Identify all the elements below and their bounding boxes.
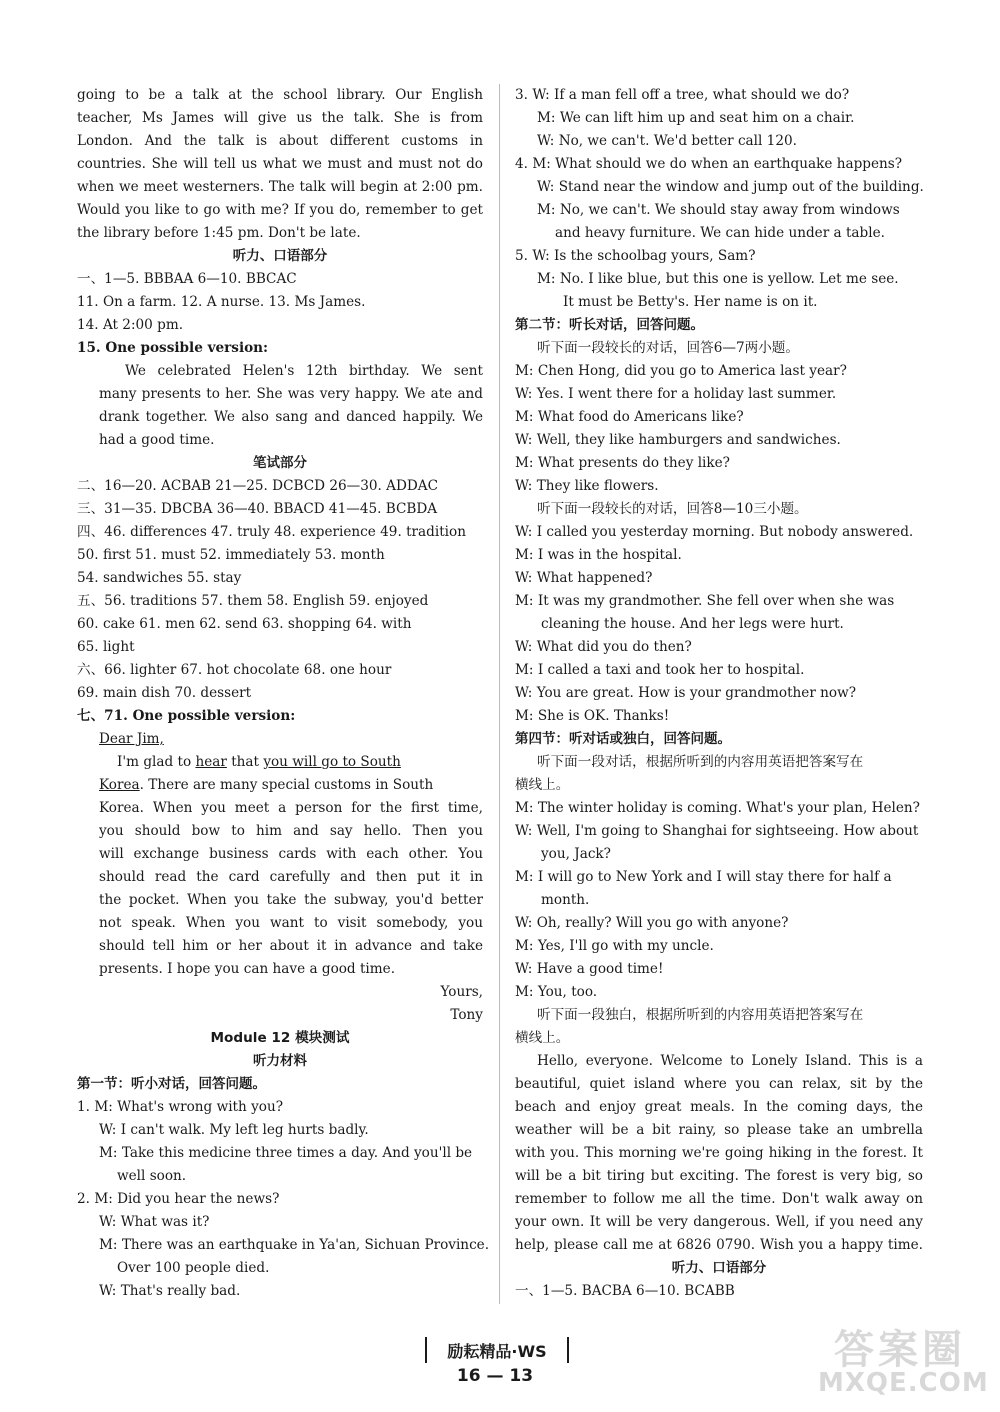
letter-line: Korea. When you meet a person for the first time, <box>99 800 483 816</box>
answer-line: 一、1—5. BACBA 6—10. BCABB <box>515 1283 735 1299</box>
answer-line: 69. main dish 70. dessert <box>77 685 252 701</box>
speaker: M: <box>515 363 534 379</box>
speaker: W: <box>537 179 555 195</box>
letter-text: I'm glad to <box>117 754 196 770</box>
item-number: 1. <box>77 1099 90 1115</box>
dialogue-line <box>515 383 923 406</box>
utterance: Yes. I went there for a holiday last summer. <box>536 386 837 402</box>
speaker: M: <box>99 1237 118 1253</box>
dialogue-line <box>515 521 923 544</box>
item-number: 3. <box>515 87 528 103</box>
utterance: No. I like blue, but this one is yellow. Let me see. <box>559 271 899 287</box>
utterance: What was it? <box>120 1214 210 1230</box>
answer-label: 15. One possible version: <box>77 340 269 356</box>
answer-line: 65. light <box>77 639 135 655</box>
utterance: No, we can't. We'd better call 120. <box>558 133 797 149</box>
watermark <box>810 1318 990 1400</box>
answer-line: 11. On a farm. 12. A nurse. 13. Ms James. <box>77 294 366 310</box>
column-divider <box>499 84 500 1304</box>
section-intro: 听下面一段较长的对话，回答8—10三小题。 <box>537 501 808 517</box>
section-title: 听力、口语部分 <box>671 1260 767 1276</box>
dialogue-cont: and heavy furniture. We can hide under a table. <box>555 225 885 241</box>
speaker: W: <box>515 432 533 448</box>
speaker: W: <box>515 570 533 586</box>
text-line: the library before 1:45 pm. Don't be late. <box>77 225 361 241</box>
answer-line: 六、66. lighter 67. hot chocolate 68. one hour <box>77 662 392 678</box>
letter-line <box>77 774 483 797</box>
dialogue-line <box>515 567 923 590</box>
speaker: M: <box>515 800 534 816</box>
letter-line: should tell him or her about it in advance and take <box>99 938 483 954</box>
answer-text: We celebrated Helen's 12th birthday. We sent <box>125 363 483 379</box>
speaker: M: <box>515 409 534 425</box>
section-intro: 听下面一段较长的对话，回答6—7两小题。 <box>537 340 799 356</box>
section-heading: 第一节：听小对话，回答问题。 <box>77 1076 266 1092</box>
letter-line: should read the card carefully and then put it in <box>99 869 483 885</box>
watermark-url: MXQE.COM <box>818 1368 989 1398</box>
monologue-line: weather will be a bit rainy, so please take an umbrella <box>515 1122 923 1138</box>
dialogue-line <box>515 245 923 268</box>
answer-line: 三、31—35. DBCBA 36—40. BBACD 41—45. BCBDA <box>77 501 438 517</box>
answer-line: 14. At 2:00 pm. <box>77 317 184 333</box>
utterance: There was an earthquake in Ya'an, Sichuan Province. <box>121 1237 490 1253</box>
dialogue-line <box>77 1188 483 1211</box>
dialogue-line <box>515 636 923 659</box>
letter-line: presents. I hope you can have a good time. <box>99 961 396 977</box>
dialogue-line <box>77 1142 483 1165</box>
speaker: M: <box>99 1145 118 1161</box>
monologue-line: Hello, everyone. Welcome to Lonely Island. This is a <box>537 1053 923 1069</box>
letter-text: that <box>226 754 264 770</box>
section-intro: 听下面一段对话，根据所听到的内容用英语把答案写在 <box>537 754 864 770</box>
dialogue-line <box>515 107 923 130</box>
utterance: Oh, really? Will you go with anyone? <box>536 915 789 931</box>
utterance: Stand near the window and jump out of the building. <box>558 179 924 195</box>
utterance: Take this medicine three times a day. And you'll be <box>121 1145 473 1161</box>
utterance: What food do Americans like? <box>537 409 744 425</box>
speaker: W: <box>99 1214 117 1230</box>
section-intro: 横线上。 <box>515 777 570 793</box>
answer-line: 54. sandwiches 55. stay <box>77 570 242 586</box>
utterance: I will go to New York and I will stay there for half a <box>537 869 892 885</box>
text-line: when we meet westerners. The talk will begin at 2:00 pm. <box>77 179 483 195</box>
section-title: 笔试部分 <box>253 455 307 471</box>
section-intro: 横线上。 <box>515 1030 570 1046</box>
utterance: Well, they like hamburgers and sandwiches. <box>536 432 841 448</box>
utterance: I called a taxi and took her to hospital. <box>537 662 805 678</box>
brand-logo: 励耘精品·WS <box>425 1337 569 1363</box>
dialogue-line <box>515 268 923 291</box>
dialogue-line <box>515 130 923 153</box>
letter-text: . There are many special customs in South <box>139 777 434 793</box>
dialogue-line <box>77 1211 483 1234</box>
answer-label: 七、71. One possible version: <box>77 708 296 724</box>
text-line: countries. She will tell us what we must and must not do <box>77 156 483 172</box>
dialogue-line <box>515 935 923 958</box>
dialogue-line <box>515 912 923 935</box>
utterance: No, we can't. We should stay away from windows <box>559 202 900 218</box>
section-title: 听力、口语部分 <box>232 248 328 264</box>
utterance: I was in the hospital. <box>537 547 682 563</box>
utterance: Yes, I'll go with my uncle. <box>537 938 714 954</box>
letter-line: you should bow to him and say hello. Then you <box>99 823 483 839</box>
speaker: M: <box>537 202 556 218</box>
dialogue-line <box>77 1280 483 1303</box>
dialogue-line <box>515 820 923 843</box>
text-line: teacher, Ms James will give us the talk. She is from <box>77 110 483 126</box>
dialogue-line <box>515 176 923 199</box>
speaker: W: <box>515 524 533 540</box>
utterance: We can lift him up and seat him on a chair. <box>559 110 855 126</box>
underlined-phrase: you will go to South <box>263 754 401 770</box>
utterance: The winter holiday is coming. What's your plan, Helen? <box>537 800 920 816</box>
answer-line: 60. cake 61. men 62. send 63. shopping 64. with <box>77 616 412 632</box>
utterance: What should we do when an earthquake happens? <box>555 156 903 172</box>
dialogue-line <box>515 981 923 1004</box>
speaker: M: <box>532 156 551 172</box>
utterance: Have a good time! <box>536 961 664 977</box>
utterance: Chen Hong, did you go to America last year? <box>537 363 847 379</box>
dialogue-line <box>515 406 923 429</box>
speaker: W: <box>532 87 550 103</box>
speaker: W: <box>515 386 533 402</box>
speaker: M: <box>515 547 534 563</box>
dialogue-cont: month. <box>541 892 590 908</box>
utterance: That's really bad. <box>120 1283 241 1299</box>
utterance: Did you hear the news? <box>117 1191 280 1207</box>
item-number: 2. <box>77 1191 90 1207</box>
utterance: She is OK. Thanks! <box>537 708 670 724</box>
utterance: If a man fell off a tree, what should we do? <box>554 87 850 103</box>
speaker: M: <box>515 593 534 609</box>
dialogue-line <box>515 84 923 107</box>
speaker: M: <box>94 1099 113 1115</box>
dialogue-line <box>515 659 923 682</box>
monologue-line: will be a bit tiring but exciting. The forest is very big, so <box>515 1168 923 1184</box>
speaker: W: <box>515 478 533 494</box>
speaker: M: <box>515 662 534 678</box>
dialogue-line <box>515 475 923 498</box>
utterance: Well, I'm going to Shanghai for sightseeing. How about <box>536 823 919 839</box>
utterance: What's wrong with you? <box>117 1099 283 1115</box>
speaker: W: <box>515 961 533 977</box>
utterance: Is the schoolbag yours, Sam? <box>554 248 756 264</box>
text-line: going to be a talk at the school library. Our English <box>77 87 483 103</box>
dialogue-line <box>515 797 923 820</box>
speaker: W: <box>515 639 533 655</box>
dialogue-cont: It must be Betty's. Her name is on it. <box>563 294 818 310</box>
monologue-line: your own. It will be very dangerous. Well, if you need any <box>515 1214 923 1230</box>
letter-line: the pocket. When you take the subway, you'd better <box>99 892 483 908</box>
speaker: W: <box>515 685 533 701</box>
section-heading: 第四节：听对话或独白，回答问题。 <box>515 731 731 747</box>
answer-line: 四、46. differences 47. truly 48. experience 49. tradition <box>77 524 466 540</box>
speaker: M: <box>94 1191 113 1207</box>
utterance: What happened? <box>536 570 653 586</box>
utterance: You, too. <box>537 984 598 1000</box>
speaker: W: <box>99 1283 117 1299</box>
monologue-line: beautiful, quiet island where you can relax, sit by the <box>515 1076 923 1092</box>
answer-line: 二、16—20. ACBAB 21—25. DCBCD 26—30. ADDAC <box>77 478 439 494</box>
text-line: London. And the talk is about different customs in <box>77 133 483 149</box>
dialogue-line <box>515 199 923 222</box>
speaker: W: <box>99 1122 117 1138</box>
answer-line: 50. first 51. must 52. immediately 53. month <box>77 547 385 563</box>
utterance: I can't walk. My left leg hurts badly. <box>120 1122 369 1138</box>
dialogue-line <box>515 866 923 889</box>
monologue-line: remember to follow me all the time. Don't walk away on <box>515 1191 923 1207</box>
utterance: It was my grandmother. She fell over when she was <box>537 593 895 609</box>
monologue-line: beach and enjoy great meals. In the coming days, the <box>515 1099 923 1115</box>
dialogue-cont: well soon. <box>117 1168 187 1184</box>
utterance: What did you do then? <box>536 639 692 655</box>
answer-text: had a good time. <box>99 432 215 448</box>
letter-line: not speak. When you want to visit somebody, you <box>99 915 483 931</box>
speaker: M: <box>515 984 534 1000</box>
answer-line: 一、1—5. BBBAA 6—10. BBCAC <box>77 271 297 287</box>
dialogue-cont: cleaning the house. And her legs were hurt. <box>541 616 844 632</box>
speaker: W: <box>515 915 533 931</box>
dialogue-line <box>77 1234 490 1257</box>
section-title: 听力材料 <box>253 1053 307 1069</box>
dialogue-line <box>515 705 923 728</box>
speaker: M: <box>537 110 556 126</box>
dialogue-line <box>515 452 923 475</box>
utterance: They like flowers. <box>536 478 659 494</box>
text-line: Would you like to go with me? If you do, remember to get <box>77 202 483 218</box>
utterance: I called you yesterday morning. But nobody answered. <box>536 524 914 540</box>
monologue-line: help, please call me at 6826 0790. Wish you a happy time. <box>515 1237 923 1253</box>
left-column <box>77 84 490 1303</box>
answer-line: 五、56. traditions 57. them 58. English 59. enjoyed <box>77 593 429 609</box>
monologue-line: with you. This morning we're going hiking in the forest. It <box>515 1145 923 1161</box>
dialogue-line <box>77 1096 483 1119</box>
dialogue-line <box>515 360 923 383</box>
letter-line: will exchange business cards with each other. You <box>99 846 483 862</box>
section-intro: 听下面一段独白，根据所听到的内容用英语把答案写在 <box>537 1007 864 1023</box>
item-number: 4. <box>515 156 528 172</box>
watermark-text: 答案圈 <box>834 1327 966 1373</box>
speaker: M: <box>515 455 534 471</box>
speaker: W: <box>532 248 550 264</box>
letter-signature: Tony <box>450 1007 483 1023</box>
dialogue-line <box>515 682 923 705</box>
dialogue-cont: you, Jack? <box>541 846 611 862</box>
underlined-word: Korea <box>99 777 140 793</box>
speaker: M: <box>515 938 534 954</box>
dialogue-line <box>515 958 923 981</box>
underlined-word: hear <box>195 754 227 770</box>
answer-text: many presents to her. She was very happy. We ate and <box>99 386 483 402</box>
section-heading: 第二节：听长对话，回答问题。 <box>515 317 704 333</box>
answer-text: drank together. We also sang and danced happily. We <box>99 409 483 425</box>
dialogue-line <box>515 544 923 567</box>
letter-salutation: Dear Jim, <box>99 731 164 747</box>
speaker: M: <box>537 271 556 287</box>
item-number: 5. <box>515 248 528 264</box>
speaker: M: <box>515 869 534 885</box>
dialogue-line <box>515 429 923 452</box>
page-number: 16 — 13 <box>456 1366 534 1386</box>
letter-closing: Yours, <box>440 984 483 1000</box>
speaker: W: <box>537 133 555 149</box>
speaker: W: <box>515 823 533 839</box>
dialogue-line <box>77 1119 483 1142</box>
dialogue-cont: Over 100 people died. <box>117 1260 270 1276</box>
dialogue-line <box>515 590 923 613</box>
letter-line <box>77 751 483 774</box>
utterance: What presents do they like? <box>537 455 730 471</box>
dialogue-line <box>515 153 923 176</box>
right-column <box>515 84 923 1303</box>
speaker: M: <box>515 708 534 724</box>
module-title: Module 12 模块测试 <box>210 1030 350 1046</box>
utterance: You are great. How is your grandmother now? <box>536 685 857 701</box>
